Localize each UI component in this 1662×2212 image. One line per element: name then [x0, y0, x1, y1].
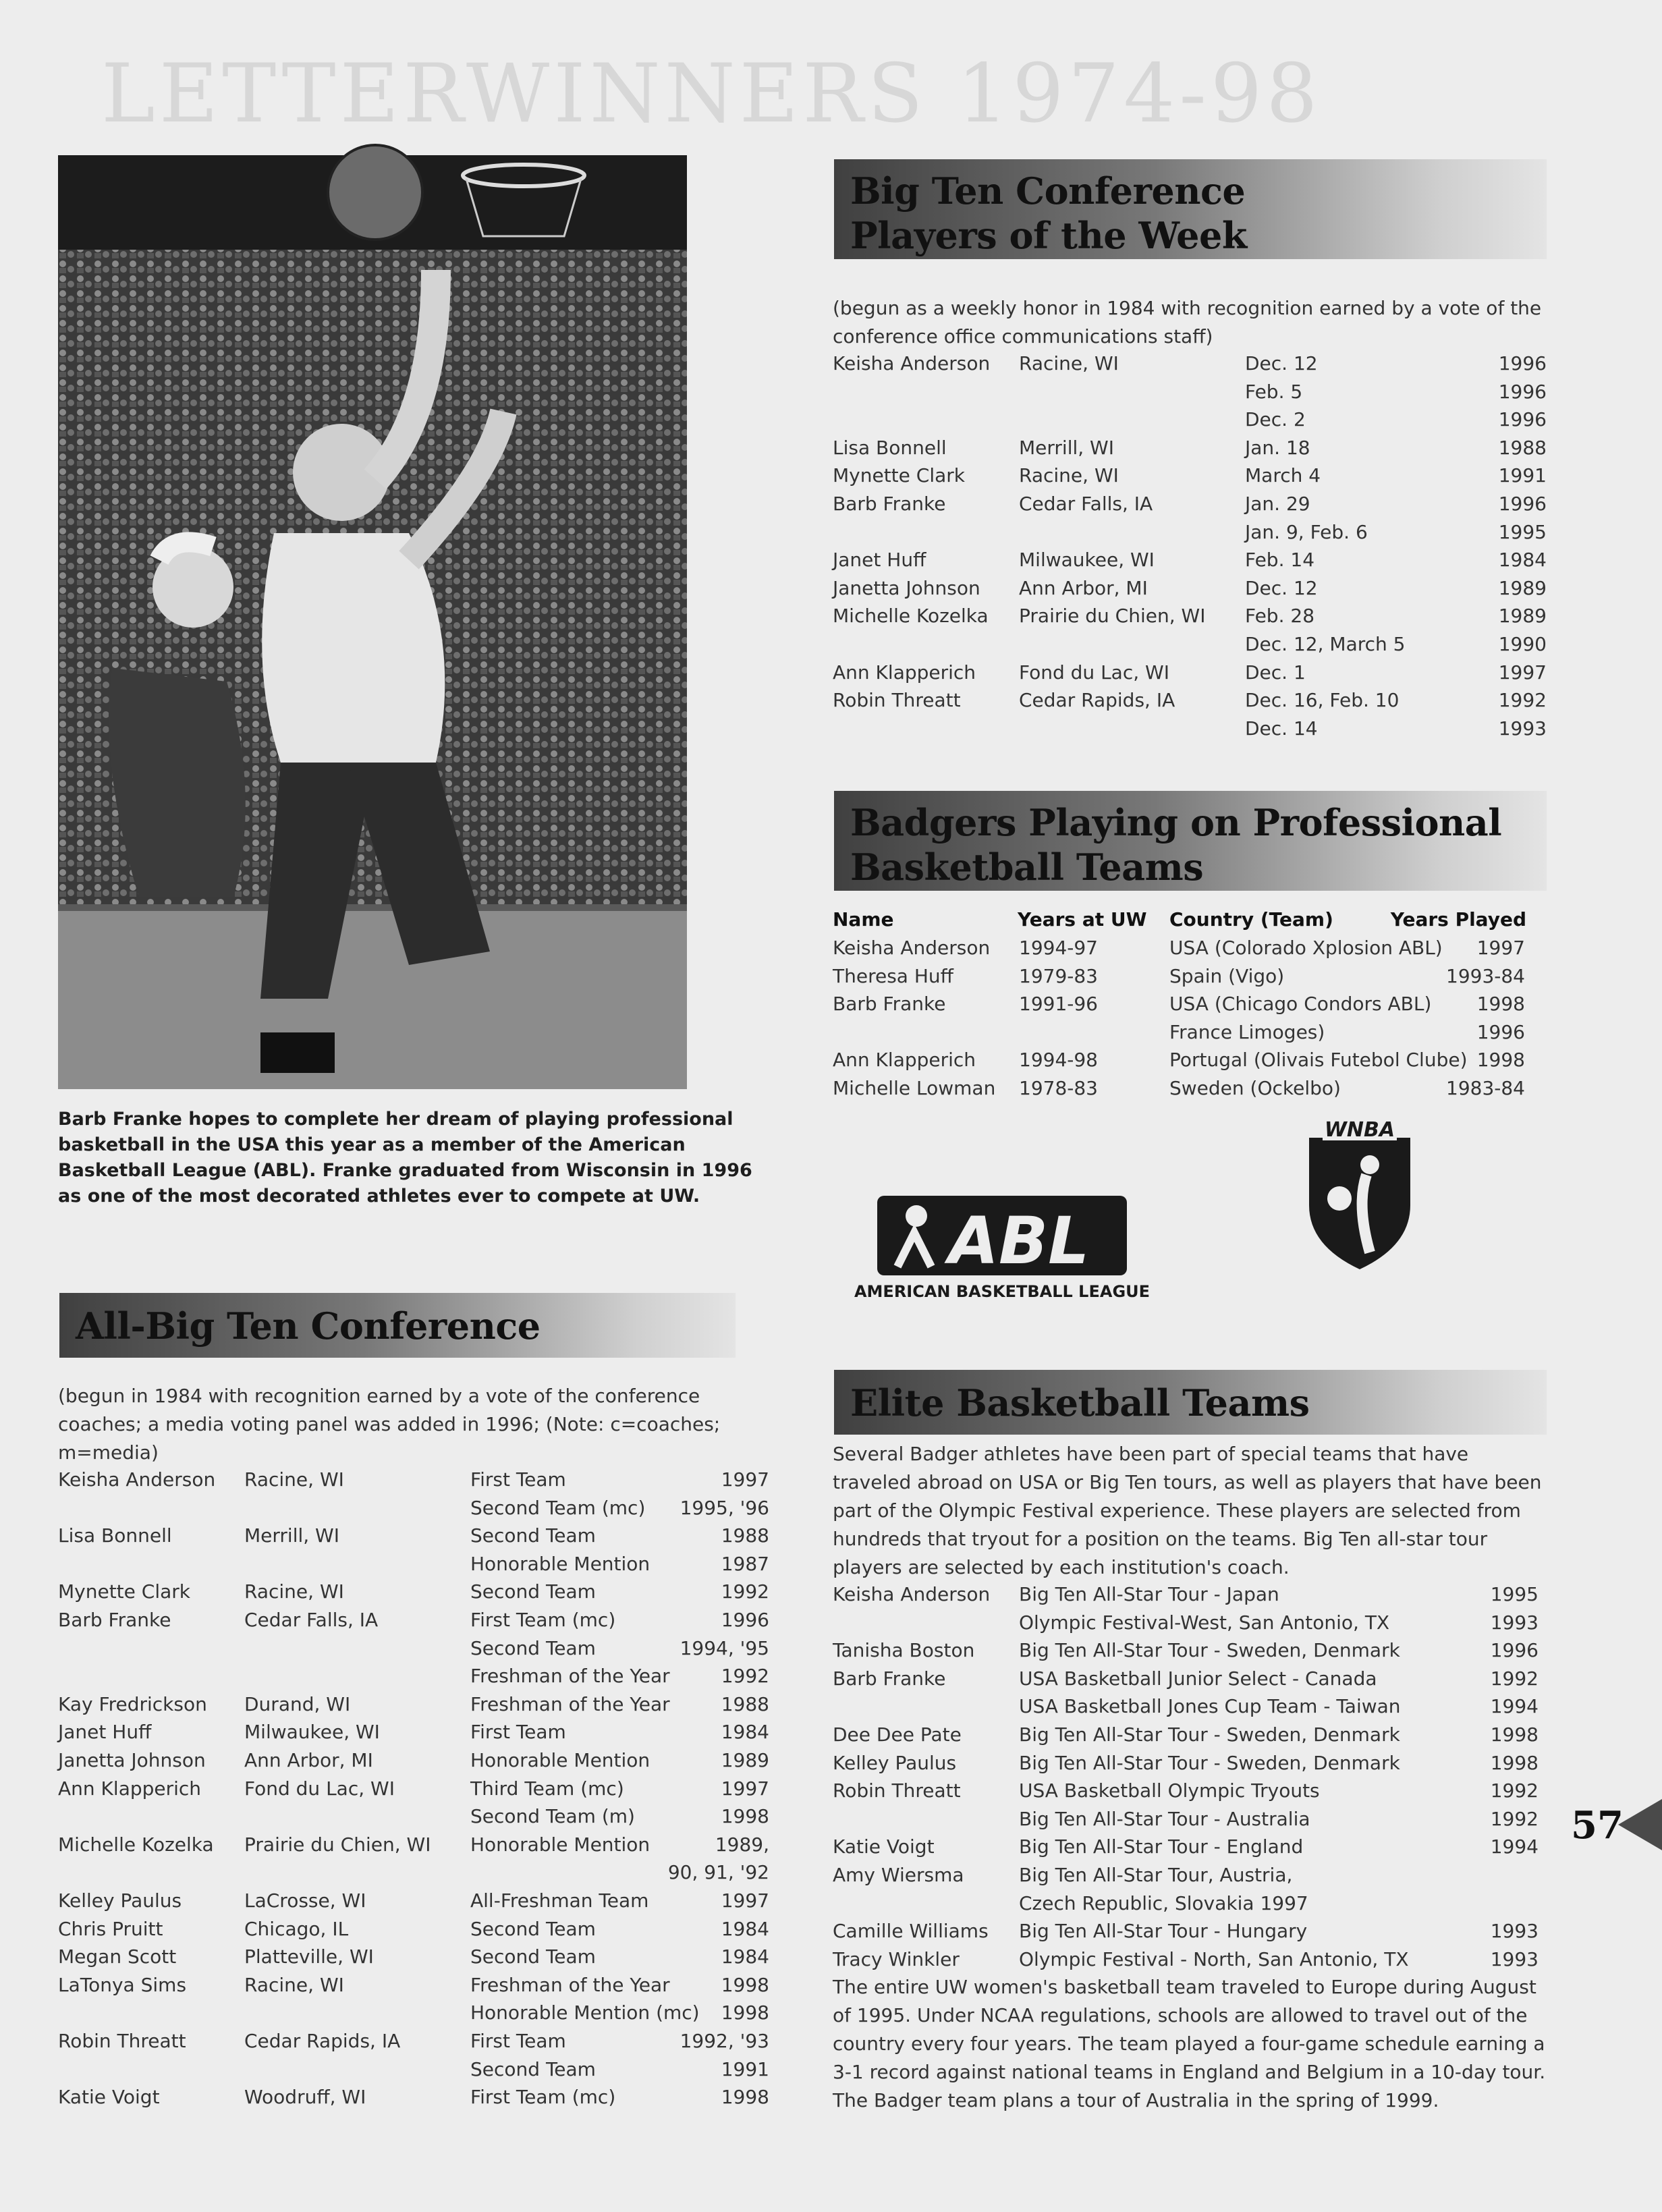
allbig-row-town: Cedar Falls, IA	[244, 1609, 379, 1631]
potw-row-date: Dec. 16, Feb. 10	[1245, 689, 1400, 712]
allbig-row-honor: Second Team	[470, 1636, 596, 1659]
potw-title-line2: Players of the Week	[850, 214, 1247, 257]
elite-row-name: Barb Franke	[833, 1667, 946, 1690]
allbig-row-town: Woodruff, WI	[244, 2086, 366, 2109]
potw-row-town: Cedar Rapids, IA	[1019, 689, 1175, 712]
elite-row-name: Camille Williams	[833, 1920, 989, 1943]
elite-row-year: 1996	[1490, 1639, 1539, 1662]
potw-section-header	[834, 159, 1547, 259]
potw-row-town: Racine, WI	[1019, 352, 1119, 375]
allbig-row-honor: Second Team	[470, 1524, 596, 1547]
elite-row-team: Big Ten All-Star Tour - Australia	[1019, 1807, 1310, 1830]
allbig-row-town: Prairie du Chien, WI	[244, 1833, 431, 1856]
elite-row-team: Big Ten All-Star Tour - Sweden, Denmark	[1019, 1751, 1400, 1774]
potw-row-town: Fond du Lac, WI	[1019, 661, 1169, 684]
elite-row-year: 1994	[1490, 1835, 1539, 1858]
potw-row-name: Janet Huff	[833, 549, 926, 572]
potw-row-year: 1996	[1498, 493, 1547, 515]
potw-row-date: Jan. 29	[1245, 493, 1310, 515]
pro-row-name: Theresa Huff	[833, 964, 953, 987]
elite-intro: Several Badger athletes have been part of special teams that have traveled abroad on USA or Big Ten tours, as well as players that have been part of the Olympic Festival experience. These players are selected from hundreds that tryout for a position on the teams. Big Ten all-star tour players are selected by each institution's coach.	[833, 1443, 1542, 1578]
pro-row-years_played: 1996	[1476, 1020, 1525, 1043]
potw-note: (begun as a weekly honor in 1984 with recognition earned by a vote of the conference office communications staff)	[833, 297, 1542, 348]
potw-row-year: 1984	[1498, 549, 1547, 572]
elite-row-year: 1992	[1490, 1667, 1539, 1690]
allbig-row-name: Kay Fredrickson	[58, 1692, 207, 1715]
elite-row-team: Olympic Festival-West, San Antonio, TX	[1019, 1611, 1390, 1634]
elite-row-team: USA Basketball Junior Select - Canada	[1019, 1667, 1377, 1690]
pro-header-name: Name	[833, 908, 894, 931]
allbig-row-honor: First Team	[470, 1721, 566, 1744]
ghost-page-header: LETTERWINNERS 1974-98	[101, 47, 1322, 141]
allbig-row-honor: Second Team	[470, 1917, 596, 1940]
potw-row-date: Dec. 12, March 5	[1245, 633, 1406, 655]
allbig-row-honor: First Team	[470, 1468, 566, 1491]
allbig-note: (begun in 1984 with recognition earned by a vote of the conference coaches; a media voting panel was added in 1996; (Note: c=coaches; m=media)	[58, 1385, 721, 1464]
allbig-row-year: 1996	[721, 1609, 769, 1631]
potw-row-name: Michelle Kozelka	[833, 605, 989, 628]
abl-logo-text: AMERICAN BASKETBALL LEAGUE	[854, 1282, 1151, 1301]
pro-row-years_played: 1997	[1476, 937, 1525, 959]
allbig-row-year: 1988	[721, 1692, 769, 1715]
allbig-row-name: Chris Pruitt	[58, 1917, 163, 1940]
potw-row-date: March 4	[1245, 464, 1321, 487]
pro-row-years_uw: 1994-97	[1019, 937, 1098, 959]
allbig-row-year: 1984	[721, 1945, 769, 1968]
elite-row-team: Big Ten All-Star Tour - Japan	[1019, 1583, 1279, 1605]
allbig-row-name: Megan Scott	[58, 1945, 177, 1968]
potw-row-year: 1988	[1498, 436, 1547, 459]
pro-title-line2: Basketball Teams	[850, 846, 1204, 889]
allbig-row-honor: First Team (mc)	[470, 2086, 616, 2109]
potw-row-name: Mynette Clark	[833, 464, 965, 487]
allbig-row-town: Milwaukee, WI	[244, 1721, 380, 1744]
allbig-row-honor: Honorable Mention	[470, 1749, 650, 1771]
allbig-row-town: Racine, WI	[244, 1468, 344, 1491]
allbig-row-town: Racine, WI	[244, 1973, 344, 1996]
elite-title: Elite Basketball Teams	[850, 1381, 1310, 1425]
pro-row-name: Keisha Anderson	[833, 937, 991, 959]
allbig-row-year: 1994, '95	[680, 1636, 769, 1659]
wnba-logo	[1302, 1117, 1417, 1273]
potw-row-name: Robin Threatt	[833, 689, 961, 712]
elite-row-year: 1993	[1490, 1947, 1539, 1970]
page-arrow-icon	[1618, 1799, 1662, 1850]
allbig-row-name: Kelley Paulus	[58, 1889, 182, 1912]
potw-row-year: 1993	[1498, 717, 1547, 740]
photo-caption: Barb Franke hopes to complete her dream of playing professional basketball in the USA this year as a member of the American Basketball League (ABL). Franke graduated from Wisconsin in 1996 as one of the most decorated athletes ever to compete at UW.	[58, 1109, 752, 1207]
allbig-row-name: Barb Franke	[58, 1609, 171, 1631]
allbig-row-honor: Second Team (mc)	[470, 1496, 646, 1519]
pro-header-country: Country (Team)	[1169, 908, 1333, 931]
pro-header-years-played: Years Played	[1390, 908, 1526, 931]
allbig-row-honor: Honorable Mention (mc)	[470, 2001, 700, 2024]
elite-row-name: Dee Dee Pate	[833, 1723, 962, 1746]
pro-row-years_uw: 1979-83	[1019, 964, 1098, 987]
pro-row-years_played: 1998	[1476, 993, 1525, 1016]
potw-row-town: Merrill, WI	[1019, 436, 1114, 459]
potw-row-town: Prairie du Chien, WI	[1019, 605, 1206, 628]
elite-row-team: Czech Republic, Slovakia 1997	[1019, 1891, 1308, 1914]
potw-row-year: 1997	[1498, 661, 1547, 684]
allbig-row-town: Ann Arbor, MI	[244, 1749, 373, 1771]
basketball-player-photo	[58, 155, 687, 1089]
potw-row-year: 1990	[1498, 633, 1547, 655]
allbig-row-town: Fond du Lac, WI	[244, 1777, 395, 1800]
allbig-row-year: 1987	[721, 1552, 769, 1575]
elite-row-year: 1992	[1490, 1807, 1539, 1830]
pro-row-years_uw: 1978-83	[1019, 1077, 1098, 1099]
allbig-row-year: 1995, '96	[680, 1496, 769, 1519]
elite-row-year: 1995	[1490, 1583, 1539, 1605]
potw-row-date: Dec. 14	[1245, 717, 1318, 740]
pro-row-years_played: 1983-84	[1446, 1077, 1525, 1099]
elite-row-name: Amy Wiersma	[833, 1864, 964, 1886]
elite-section-header	[834, 1370, 1547, 1435]
elite-row-team: Olympic Festival - North, San Antonio, TX	[1019, 1947, 1409, 1970]
elite-row-year: 1998	[1490, 1723, 1539, 1746]
potw-title	[834, 159, 1547, 258]
potw-row-town: Ann Arbor, MI	[1019, 576, 1148, 599]
allbig-row-honor: Second Team	[470, 2057, 596, 2080]
allbig-row-name: Keisha Anderson	[58, 1468, 216, 1491]
allbig-row-honor: Freshman of the Year	[470, 1665, 670, 1688]
allbig-row-year: 1989,	[715, 1833, 769, 1856]
allbig-row-honor: Second Team	[470, 1945, 596, 1968]
action-photo	[58, 155, 687, 1089]
allbig-row-year: 1997	[721, 1889, 769, 1912]
potw-row-date: Feb. 14	[1245, 549, 1315, 572]
elite-row-team: Big Ten All-Star Tour - England	[1019, 1835, 1304, 1858]
wnba-logo-text: WNBA	[1324, 1118, 1395, 1142]
allbig-row-honor: Third Team (mc)	[470, 1777, 624, 1800]
allbig-row-honor: Freshman of the Year	[470, 1973, 670, 1996]
elite-row-name: Katie Voigt	[833, 1835, 935, 1858]
elite-closing: The entire UW women's basketball team traveled to Europe during August of 1995. Under NCAA regulations, schools are allowed to travel out of the country every four years. The team played a four-game schedule earning a 3-1 record against national teams in England and Belgium in a 10-day tour. The Badger team plans a tour of Australia in the spring of 1999.	[833, 1976, 1546, 2111]
elite-row-team: Big Ten All-Star Tour - Hungary	[1019, 1920, 1308, 1943]
pro-row-country: Spain (Vigo)	[1169, 964, 1285, 987]
potw-row-name: Lisa Bonnell	[833, 436, 947, 459]
potw-row-name: Barb Franke	[833, 493, 946, 515]
potw-row-date: Feb. 5	[1245, 380, 1303, 403]
allbig-row-year: 1992	[721, 1580, 769, 1603]
pro-title	[834, 791, 1547, 889]
pro-row-years_played: 1993-84	[1446, 964, 1525, 987]
allbig-row-name: LaTonya Sims	[58, 1973, 187, 1996]
potw-row-name: Janetta Johnson	[833, 576, 980, 599]
potw-row-name: Ann Klapperich	[833, 661, 976, 684]
allbig-row-honor: Honorable Mention	[470, 1833, 650, 1856]
pro-row-years_uw: 1994-98	[1019, 1049, 1098, 1072]
elite-row-name: Keisha Anderson	[833, 1583, 991, 1605]
allbig-row-town: Durand, WI	[244, 1692, 351, 1715]
allbig-row-honor: First Team	[470, 2030, 566, 2052]
potw-row-year: 1995	[1498, 520, 1547, 543]
allbig-row-year: 1984	[721, 1721, 769, 1744]
allbig-row-name: Janet Huff	[58, 1721, 152, 1744]
allbig-row-honor: Freshman of the Year	[470, 1692, 670, 1715]
abl-logo	[854, 1196, 1151, 1304]
potw-row-year: 1992	[1498, 689, 1547, 712]
allbig-row-year: 90, 91, '92	[667, 1861, 769, 1884]
allbig-row-year: 1991	[721, 2057, 769, 2080]
elite-row-name: Robin Threatt	[833, 1779, 961, 1802]
allbig-row-honor: Second Team	[470, 1580, 596, 1603]
allbig-row-honor: First Team (mc)	[470, 1609, 616, 1631]
allbig-row-town: Merrill, WI	[244, 1524, 339, 1547]
allbig-row-name: Michelle Kozelka	[58, 1833, 214, 1856]
allbig-row-name: Robin Threatt	[58, 2030, 186, 2052]
potw-row-date: Dec. 12	[1245, 576, 1318, 599]
elite-row-year: 1994	[1490, 1695, 1539, 1718]
pro-row-country: USA (Chicago Condors ABL)	[1169, 993, 1432, 1016]
potw-row-date: Feb. 28	[1245, 605, 1315, 628]
potw-row-year: 1991	[1498, 464, 1547, 487]
page-number: 57	[1571, 1803, 1624, 1848]
pro-header-years-uw: Years at UW	[1018, 908, 1147, 931]
allbig-row-honor: All-Freshman Team	[470, 1889, 649, 1912]
elite-row-team: USA Basketball Jones Cup Team - Taiwan	[1019, 1695, 1401, 1718]
elite-row-year: 1992	[1490, 1779, 1539, 1802]
allbig-row-name: Katie Voigt	[58, 2086, 160, 2109]
pro-row-country: France Limoges)	[1169, 1020, 1325, 1043]
potw-title-line1: Big Ten Conference	[850, 169, 1246, 213]
allbig-row-name: Mynette Clark	[58, 1580, 190, 1603]
elite-row-year: 1993	[1490, 1920, 1539, 1943]
allbig-row-year: 1998	[721, 1973, 769, 1996]
allbig-row-town: LaCrosse, WI	[244, 1889, 366, 1912]
pro-row-country: Portugal (Olivais Futebol Clube)	[1169, 1049, 1468, 1072]
pro-section-header	[834, 791, 1547, 891]
elite-row-year: 1998	[1490, 1751, 1539, 1774]
allbig-title: All-Big Ten Conference	[76, 1304, 541, 1348]
allbig-row-town: Platteville, WI	[244, 1945, 374, 1968]
allbig-row-year: 1984	[721, 1917, 769, 1940]
potw-row-date: Dec. 1	[1245, 661, 1306, 684]
potw-row-town: Racine, WI	[1019, 464, 1119, 487]
potw-row-year: 1996	[1498, 380, 1547, 403]
potw-row-year: 1989	[1498, 576, 1547, 599]
potw-row-year: 1996	[1498, 352, 1547, 375]
potw-row-year: 1996	[1498, 408, 1547, 431]
potw-row-name: Keisha Anderson	[833, 352, 991, 375]
allbig-row-town: Racine, WI	[244, 1580, 344, 1603]
allbig-row-year: 1998	[721, 2001, 769, 2024]
allbig-row-name: Janetta Johnson	[58, 1749, 206, 1771]
potw-row-town: Milwaukee, WI	[1019, 549, 1155, 572]
allbig-row-honor: Second Team (m)	[470, 1805, 635, 1828]
potw-row-year: 1989	[1498, 605, 1547, 628]
pro-title-line1: Badgers Playing on Professional	[850, 801, 1502, 844]
allbig-row-name: Ann Klapperich	[58, 1777, 202, 1800]
potw-row-date: Dec. 2	[1245, 408, 1306, 431]
elite-row-year: 1993	[1490, 1611, 1539, 1634]
elite-row-name: Tanisha Boston	[833, 1639, 975, 1662]
elite-row-name: Kelley Paulus	[833, 1751, 957, 1774]
allbig-row-year: 1988	[721, 1524, 769, 1547]
elite-row-team: USA Basketball Olympic Tryouts	[1019, 1779, 1320, 1802]
allbig-row-year: 1998	[721, 2086, 769, 2109]
potw-row-date: Jan. 18	[1245, 436, 1310, 459]
allbig-section-header	[59, 1293, 736, 1358]
allbig-row-name: Lisa Bonnell	[58, 1524, 172, 1547]
elite-row-team: Big Ten All-Star Tour - Sweden, Denmark	[1019, 1723, 1400, 1746]
potw-row-town: Cedar Falls, IA	[1019, 493, 1153, 515]
allbig-row-year: 1992, '93	[680, 2030, 769, 2052]
pro-row-name: Michelle Lowman	[833, 1077, 996, 1099]
allbig-row-honor: Honorable Mention	[470, 1552, 650, 1575]
allbig-row-year: 1992	[721, 1665, 769, 1688]
pro-row-name: Barb Franke	[833, 993, 946, 1016]
allbig-row-year: 1997	[721, 1777, 769, 1800]
allbig-row-year: 1998	[721, 1805, 769, 1828]
pro-row-years_played: 1998	[1476, 1049, 1525, 1072]
elite-row-team: Big Ten All-Star Tour - Sweden, Denmark	[1019, 1639, 1400, 1662]
pro-row-name: Ann Klapperich	[833, 1049, 976, 1072]
pro-row-years_uw: 1991-96	[1019, 993, 1098, 1016]
pro-row-country: USA (Colorado Xplosion ABL)	[1169, 937, 1443, 959]
elite-row-team: Big Ten All-Star Tour, Austria,	[1019, 1864, 1293, 1886]
allbig-row-year: 1997	[721, 1468, 769, 1491]
allbig-row-town: Cedar Rapids, IA	[244, 2030, 401, 2052]
abl-logo-mark: ABL	[948, 1203, 1090, 1279]
potw-row-date: Dec. 12	[1245, 352, 1318, 375]
allbig-row-year: 1989	[721, 1749, 769, 1771]
pro-row-country: Sweden (Ockelbo)	[1169, 1077, 1341, 1099]
allbig-row-town: Chicago, IL	[244, 1917, 349, 1940]
potw-row-date: Jan. 9, Feb. 6	[1245, 520, 1368, 543]
elite-row-name: Tracy Winkler	[833, 1947, 960, 1970]
